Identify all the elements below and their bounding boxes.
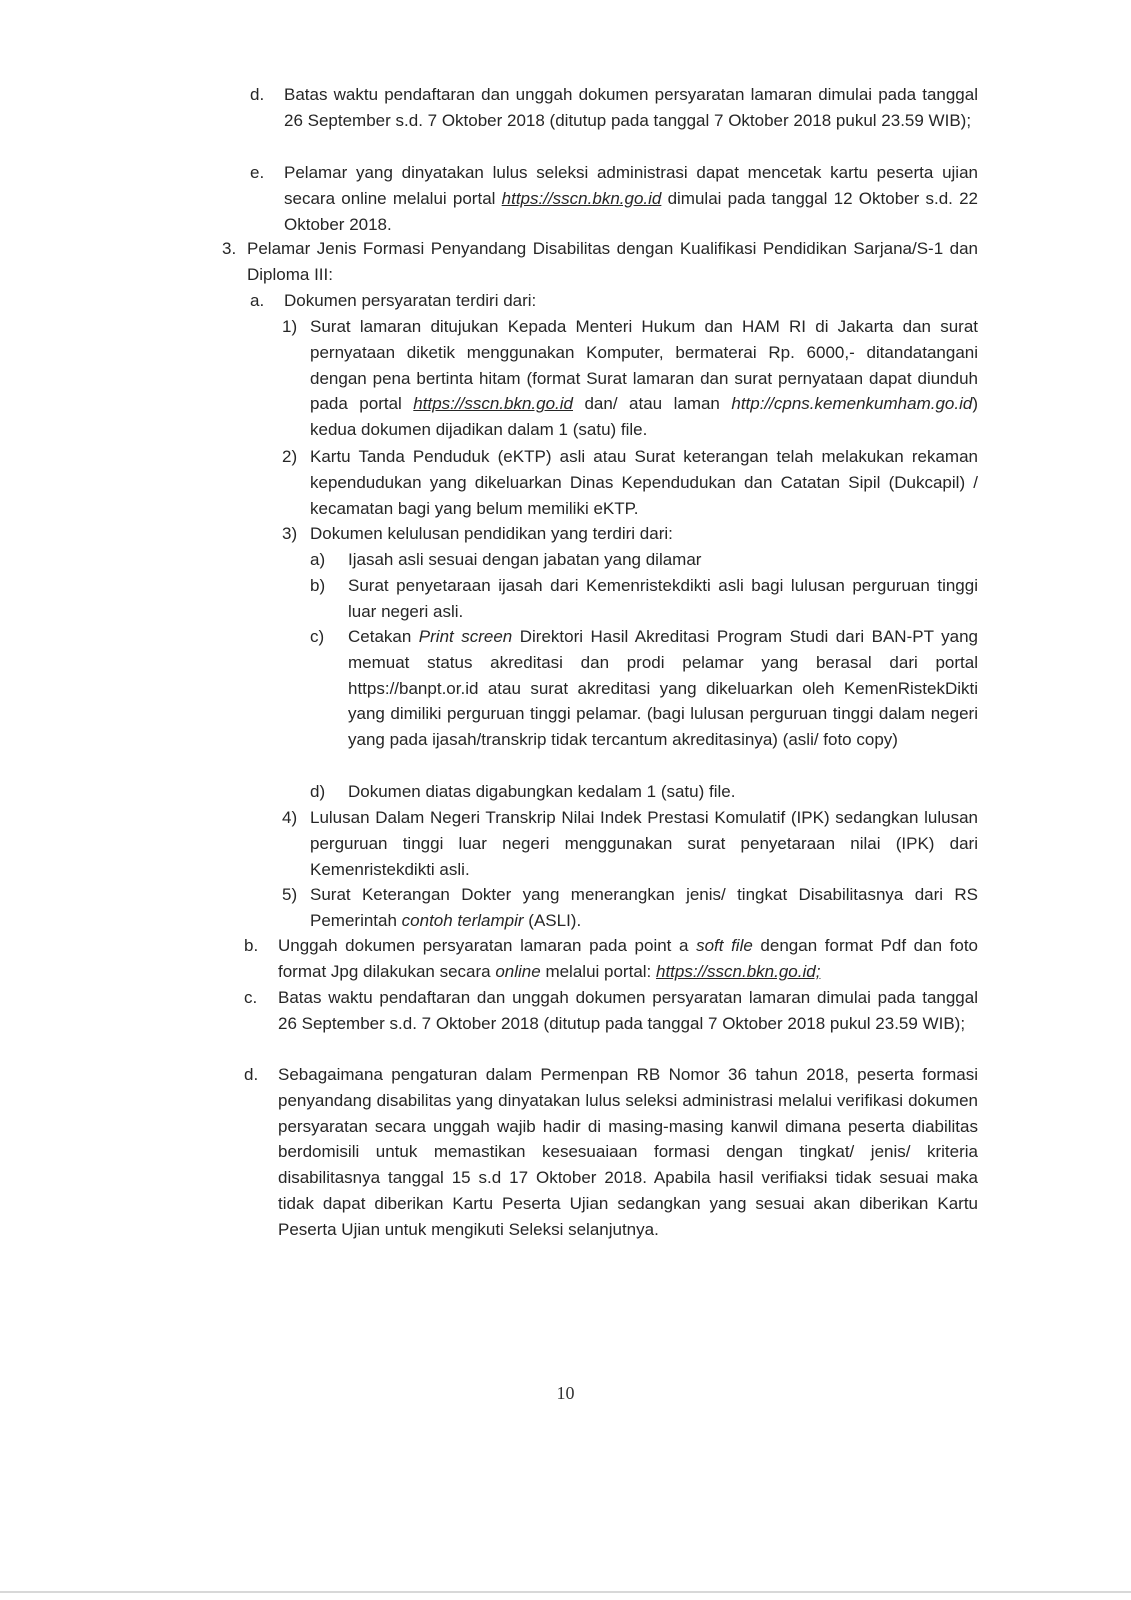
list-item-c [244,985,978,1037]
list-marker: 3) [282,524,298,543]
list-marker: a. [250,291,265,310]
portal-link[interactable]: https://sscn.bkn.go.id; [656,961,821,981]
list-marker: b. [244,936,259,955]
list-text: Batas waktu pendaftaran dan unggah dokumen persyaratan lamaran dimulai pada tanggal 26 September s.d. 7 Oktober 2018 (ditutup pada tanggal 7 Oktober 2018 pukul 23.59 WIB); [284,85,978,130]
list-item-2 [282,444,978,521]
sublist-item-b [310,573,978,625]
list-item-b [244,933,978,985]
scan-edge-line [0,1591,1131,1593]
list-text: Surat penyetaraan ijasah dari Kemenristekdikti asli bagi lulusan perguruan tinggi luar negeri asli. [348,576,978,621]
list-text: Pelamar Jenis Formasi Penyandang Disabilitas dengan Kualifikasi Pendidikan Sarjana/S-1 dan Diploma III: [247,239,978,284]
list-marker: d. [244,1065,259,1084]
list-marker: e. [250,163,265,182]
list-item-3-doc [282,521,978,547]
list-text: Sebagaimana pengaturan dalam Permenpan RB Nomor 36 tahun 2018, peserta formasi penyandang disabilitas yang dinyatakan lulus seleksi administrasi melalui verifikasi dokumen persyaratan secara unggah wajib hadir di masing-masing kanwil dimana peserta diabilitas berdomisili untuk memastikan kesesuaiaan formasi dengan tingkat/ jenis/ kriteria disabilitasnya tanggal 15 s.d 17 Oktober 2018. Apabila hasil verifiaksi tidak sesuai maka tidak dapat diberikan Kartu Peserta Ujian sedangkan yang sesuai akan diberikan Kartu Peserta Ujian untuk mengikuti Seleksi selanjutnya. [278,1065,978,1239]
list-marker: 2) [282,447,298,466]
list-text: Pelamar yang dinyatakan lulus seleksi administrasi dapat mencetak kartu peserta ujian secara online melalui portal https://sscn.bkn.go.id dimulai pada tanggal 12 Oktober s.d. 22 Oktober 2018. [284,163,979,234]
list-marker: d) [310,782,326,801]
list-text: Unggah dokumen persyaratan lamaran pada point a soft file dengan format Pdf dan foto format Jpg dilakukan secara online melalui portal: https://sscn.bkn.go.id; [278,936,979,981]
kemenkumham-link[interactable]: http://cpns.kemenkumham.go.id [731,394,973,414]
list-item-4 [282,805,978,882]
list-marker: 4) [282,808,298,827]
list-item-1 [282,314,978,443]
portal-link[interactable]: https://sscn.bkn.go.id [501,188,662,208]
list-item-d-final [244,1062,978,1243]
list-marker: 3. [222,239,237,258]
list-text: Lulusan Dalam Negeri Transkrip Nilai Indek Prestasi Komulatif (IPK) sedangkan lulusan perguruan tinggi luar negeri menggunakan surat penyetaraan nilai (IPK) dari Kemenristekdikti asli. [310,808,978,879]
list-text: Surat lamaran ditujukan Kepada Menteri Hukum dan HAM RI di Jakarta dan surat pernyataan diketik menggunakan Komputer, bermaterai Rp. 6000,- ditandatangani dengan pena bertinta hitam (format Surat lamaran dan surat pernyataan dapat diunduh pada portal https://sscn.bkn.go.id dan/ atau laman http://cpns.kemenkumham.go.id) kedua dokumen dijadikan dalam 1 (satu) file. [310,317,978,440]
list-text: Batas waktu pendaftaran dan unggah dokumen persyaratan lamaran dimulai pada tanggal 26 September s.d. 7 Oktober 2018 (ditutup pada tanggal 7 Oktober 2018 pukul 23.59 WIB); [278,988,978,1033]
list-text: Dokumen kelulusan pendidikan yang terdiri dari: [310,524,673,543]
list-marker: a) [310,550,326,569]
list-marker: 5) [282,885,298,904]
sublist-item-c [310,624,978,753]
list-text: Surat Keterangan Dokter yang menerangkan jenis/ tingkat Disabilitasnya dari RS Pemerintah contoh terlampir (ASLI). [310,885,978,930]
list-item-d [250,82,978,134]
list-text: Dokumen persyaratan terdiri dari: [284,291,537,310]
sublist-item-d [310,779,978,805]
page-number: 10 [556,1383,575,1403]
list-item-3 [222,236,978,288]
list-text: Cetakan Print screen Direktori Hasil Akreditasi Program Studi dari BAN-PT yang memuat status akreditasi dan prodi pelamar yang berasal dari portal https://banpt.or.id atau surat akreditasi yang dikeluarkan oleh KemenRistekDikti yang dimiliki perguruan tinggi pelamar. (bagi lulusan perguruan tinggi dalam negeri yang pada ijasah/transkrip tidak tercantum akreditasinya) (asli/ foto copy) [348,627,978,750]
list-item-a [250,288,978,314]
sublist-item-a [310,547,978,573]
list-marker: c. [244,988,258,1007]
list-marker: d. [250,85,265,104]
list-marker: c) [310,627,325,646]
portal-link[interactable]: https://sscn.bkn.go.id [413,394,573,414]
list-item-e [250,160,978,237]
list-text: Dokumen diatas digabungkan kedalam 1 (satu) file. [348,782,736,801]
list-item-5 [282,882,978,934]
list-text: Kartu Tanda Penduduk (eKTP) asli atau Surat keterangan telah melakukan rekaman kependudukan yang dikeluarkan Dinas Kependudukan dan Catatan Sipil (Dukcapil) / kecamatan bagi yang belum memiliki eKTP. [310,447,978,518]
list-marker: 1) [282,317,298,336]
list-text: Ijasah asli sesuai dengan jabatan yang dilamar [348,550,702,569]
list-marker: b) [310,576,326,595]
